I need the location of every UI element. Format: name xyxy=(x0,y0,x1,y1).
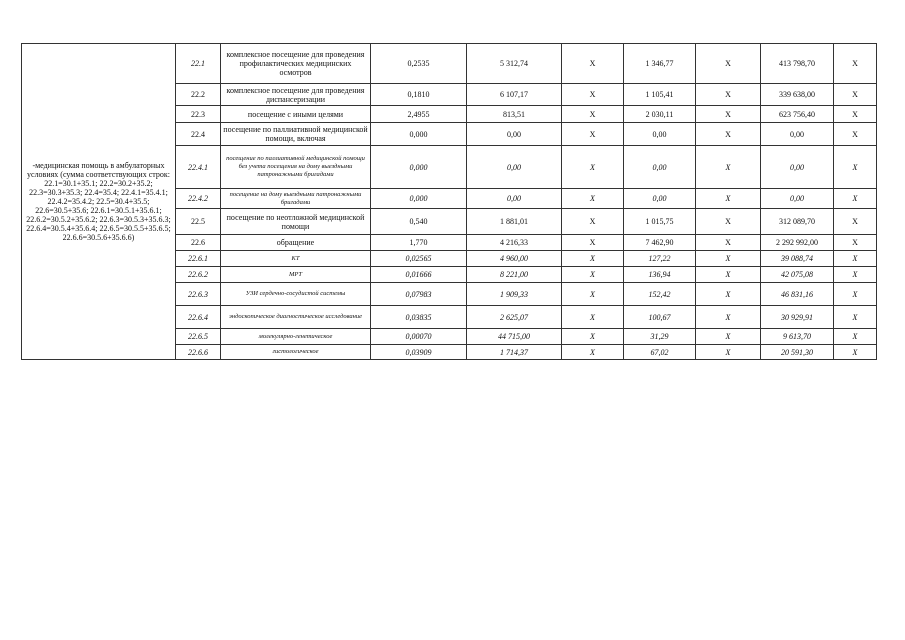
col-x-3: X xyxy=(834,146,877,189)
total-cost-value: 413 798,70 xyxy=(761,44,834,84)
row-code: 22.6.6 xyxy=(176,345,221,360)
total-cost-value: 0,00 xyxy=(761,189,834,209)
per-capita-value: 1 015,75 xyxy=(624,209,696,235)
col-x-2: X xyxy=(696,189,761,209)
per-capita-value: 0,00 xyxy=(624,123,696,146)
row-code: 22.4.2 xyxy=(176,189,221,209)
row-name: гистологическое xyxy=(221,345,371,360)
volume-value: 0,03835 xyxy=(371,306,467,329)
standard-cost-value: 1 909,33 xyxy=(467,283,562,306)
total-cost-value: 2 292 992,00 xyxy=(761,235,834,251)
row-code: 22.6 xyxy=(176,235,221,251)
row-code: 22.6.1 xyxy=(176,251,221,267)
col-x-1: X xyxy=(562,189,624,209)
volume-value: 0,000 xyxy=(371,189,467,209)
volume-value: 0,03909 xyxy=(371,345,467,360)
col-x-1: X xyxy=(562,251,624,267)
row-name: эндоскопическое диагностическое исследование xyxy=(221,306,371,329)
row-code: 22.2 xyxy=(176,84,221,106)
per-capita-value: 2 030,11 xyxy=(624,106,696,123)
standard-cost-value: 0,00 xyxy=(467,146,562,189)
row-code: 22.4.1 xyxy=(176,146,221,189)
tariff-table xyxy=(21,43,877,360)
col-x-3: X xyxy=(834,267,877,283)
volume-value: 0,1810 xyxy=(371,84,467,106)
col-x-1: X xyxy=(562,283,624,306)
col-x-2: X xyxy=(696,283,761,306)
standard-cost-value: 8 221,00 xyxy=(467,267,562,283)
col-x-3: X xyxy=(834,306,877,329)
volume-value: 0,000 xyxy=(371,146,467,189)
volume-value: 0,07983 xyxy=(371,283,467,306)
row-name: МРТ xyxy=(221,267,371,283)
row-code: 22.6.5 xyxy=(176,329,221,345)
standard-cost-value: 1 881,01 xyxy=(467,209,562,235)
standard-cost-value: 2 625,07 xyxy=(467,306,562,329)
per-capita-value: 31,29 xyxy=(624,329,696,345)
per-capita-value: 0,00 xyxy=(624,189,696,209)
per-capita-value: 67,02 xyxy=(624,345,696,360)
volume-value: 0,00070 xyxy=(371,329,467,345)
total-cost-value: 312 089,70 xyxy=(761,209,834,235)
total-cost-value: 0,00 xyxy=(761,123,834,146)
total-cost-value: 46 831,16 xyxy=(761,283,834,306)
total-cost-value: 20 591,30 xyxy=(761,345,834,360)
per-capita-value: 136,94 xyxy=(624,267,696,283)
row-code: 22.3 xyxy=(176,106,221,123)
per-capita-value: 127,22 xyxy=(624,251,696,267)
row-name: посещение на дому выездными патронажными бригадами xyxy=(221,189,371,209)
col-x-3: X xyxy=(834,106,877,123)
volume-value: 1,770 xyxy=(371,235,467,251)
standard-cost-value: 4 216,33 xyxy=(467,235,562,251)
per-capita-value: 7 462,90 xyxy=(624,235,696,251)
col-x-1: X xyxy=(562,235,624,251)
per-capita-value: 0,00 xyxy=(624,146,696,189)
volume-value: 0,02565 xyxy=(371,251,467,267)
col-x-3: X xyxy=(834,189,877,209)
row-name: комплексное посещение для проведения диспансеризации xyxy=(221,84,371,106)
col-x-2: X xyxy=(696,329,761,345)
row-name: комплексное посещение для проведения профилактических медицинских осмотров xyxy=(221,44,371,84)
row-code: 22.4 xyxy=(176,123,221,146)
row-name: молекулярно-генетическое xyxy=(221,329,371,345)
per-capita-value: 100,67 xyxy=(624,306,696,329)
col-x-1: X xyxy=(562,146,624,189)
volume-value: 0,000 xyxy=(371,123,467,146)
col-x-1: X xyxy=(562,84,624,106)
standard-cost-value: 5 312,74 xyxy=(467,44,562,84)
volume-value: 2,4955 xyxy=(371,106,467,123)
col-x-1: X xyxy=(562,209,624,235)
col-x-1: X xyxy=(562,106,624,123)
col-x-1: X xyxy=(562,44,624,84)
table-row xyxy=(22,44,877,84)
col-x-3: X xyxy=(834,209,877,235)
group-label: -медицинская помощь в амбулаторных условиях (сумма соответствующих строк: 22.1=30.1+35.1; 22.2=30.2+35.2; 22.3=30.3+35.3; 22.4=35.4; 22.4.1=35.4.1; 22.4.2=35.4.2; 22.5=30.4+35.5; 22.6=30.5+35.6; 22.6.1=30.5.1+35.6.1; 22.6.2=30.5.2+35.6.2; 22.6.3=30.5.3+35.6.3; 22.6.4=30.5.4+35.6.4; 22.6.5=30.5.5+35.6.5; 22.6.6=30.5.6+35.6.6) xyxy=(22,44,176,360)
col-x-2: X xyxy=(696,84,761,106)
volume-value: 0,2535 xyxy=(371,44,467,84)
row-name: КТ xyxy=(221,251,371,267)
row-name: УЗИ сердечно-сосудистой системы xyxy=(221,283,371,306)
row-name: посещение по паллиативной медицинской помощи, включая xyxy=(221,123,371,146)
row-code: 22.6.4 xyxy=(176,306,221,329)
total-cost-value: 30 929,91 xyxy=(761,306,834,329)
col-x-3: X xyxy=(834,123,877,146)
standard-cost-value: 1 714,37 xyxy=(467,345,562,360)
col-x-2: X xyxy=(696,251,761,267)
total-cost-value: 42 075,08 xyxy=(761,267,834,283)
col-x-2: X xyxy=(696,235,761,251)
row-code: 22.1 xyxy=(176,44,221,84)
per-capita-value: 1 346,77 xyxy=(624,44,696,84)
standard-cost-value: 4 960,00 xyxy=(467,251,562,267)
col-x-1: X xyxy=(562,329,624,345)
row-name: посещение по неотложной медицинской помощи xyxy=(221,209,371,235)
col-x-1: X xyxy=(562,123,624,146)
standard-cost-value: 6 107,17 xyxy=(467,84,562,106)
col-x-3: X xyxy=(834,251,877,267)
row-name: посещение с иными целями xyxy=(221,106,371,123)
row-code: 22.5 xyxy=(176,209,221,235)
col-x-3: X xyxy=(834,84,877,106)
col-x-2: X xyxy=(696,209,761,235)
total-cost-value: 9 613,70 xyxy=(761,329,834,345)
standard-cost-value: 0,00 xyxy=(467,123,562,146)
volume-value: 0,01666 xyxy=(371,267,467,283)
row-name: посещение по паллиативной медицинской помощи без учета посещения на дому выездными патронажными бригадами xyxy=(221,146,371,189)
col-x-1: X xyxy=(562,345,624,360)
per-capita-value: 152,42 xyxy=(624,283,696,306)
total-cost-value: 0,00 xyxy=(761,146,834,189)
col-x-1: X xyxy=(562,267,624,283)
col-x-2: X xyxy=(696,44,761,84)
col-x-2: X xyxy=(696,106,761,123)
col-x-3: X xyxy=(834,329,877,345)
total-cost-value: 39 088,74 xyxy=(761,251,834,267)
standard-cost-value: 44 715,00 xyxy=(467,329,562,345)
per-capita-value: 1 105,41 xyxy=(624,84,696,106)
row-code: 22.6.2 xyxy=(176,267,221,283)
row-name: обращение xyxy=(221,235,371,251)
total-cost-value: 623 756,40 xyxy=(761,106,834,123)
col-x-3: X xyxy=(834,44,877,84)
standard-cost-value: 0,00 xyxy=(467,189,562,209)
col-x-2: X xyxy=(696,267,761,283)
standard-cost-value: 813,51 xyxy=(467,106,562,123)
col-x-2: X xyxy=(696,306,761,329)
row-code: 22.6.3 xyxy=(176,283,221,306)
col-x-2: X xyxy=(696,123,761,146)
volume-value: 0,540 xyxy=(371,209,467,235)
col-x-3: X xyxy=(834,345,877,360)
total-cost-value: 339 638,00 xyxy=(761,84,834,106)
col-x-1: X xyxy=(562,306,624,329)
col-x-3: X xyxy=(834,235,877,251)
col-x-3: X xyxy=(834,283,877,306)
col-x-2: X xyxy=(696,146,761,189)
col-x-2: X xyxy=(696,345,761,360)
